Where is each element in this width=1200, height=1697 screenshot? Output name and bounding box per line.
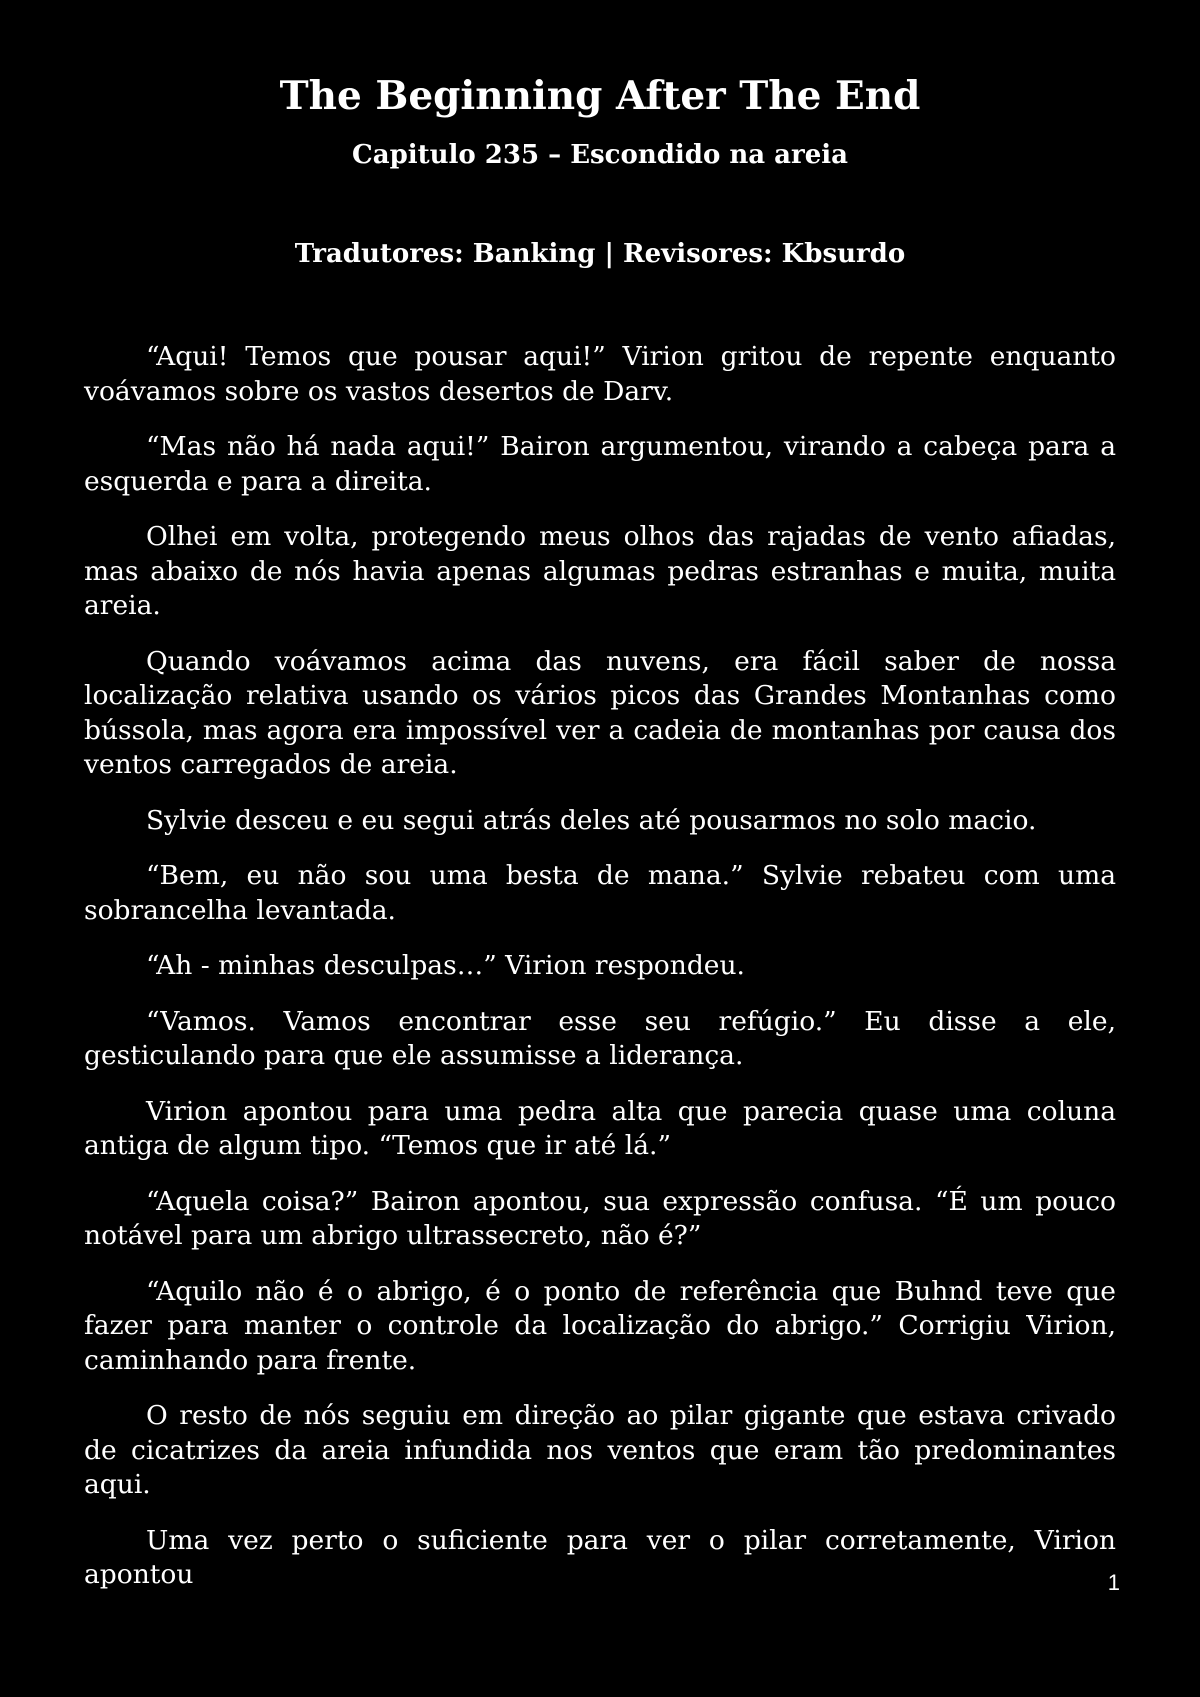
- paragraph: Virion apontou para uma pedra alta que parecia quase uma coluna antiga de algum tipo. “Temos que ir até lá.”: [84, 1095, 1116, 1161]
- paragraph: O resto de nós seguiu em direção ao pilar gigante que estava crivado de cicatrizes da areia infundida nos ventos que eram tão predominantes aqui.: [84, 1400, 1116, 1500]
- paragraph: “Mas não há nada aqui!” Bairon argumentou, virando a cabeça para a esquerda e para a direita.: [84, 431, 1116, 497]
- document-title: The Beginning After The End: [279, 73, 921, 119]
- paragraph: “Aqui! Temos que pousar aqui!” Virion gritou de repente enquanto voávamos sobre os vastos desertos de Darv.: [84, 341, 1116, 407]
- chapter-title: Capitulo 235 – Escondido na areia: [352, 140, 848, 170]
- paragraph: “Aquela coisa?” Bairon apontou, sua expressão confusa. “É um pouco notável para um abrigo ultrassecreto, não é?”: [84, 1185, 1116, 1251]
- page-number: 1: [1107, 1570, 1120, 1595]
- paragraph: “Aquilo não é o abrigo, é o ponto de referência que Buhnd teve que fazer para manter o controle da localização do abrigo.” Corrigiu Virion, caminhando para frente.: [84, 1275, 1116, 1376]
- translator-credits: Tradutores: Banking | Revisores: Kbsurdo: [294, 239, 906, 269]
- paragraph: “Vamos. Vamos encontrar esse seu refúgio.” Eu disse a ele, gesticulando para que ele assumisse a liderança.: [84, 1005, 1116, 1071]
- paragraph: Uma vez perto o suficiente para ver o pilar corretamente, Virion apontou: [84, 1524, 1116, 1590]
- paragraph: Olhei em volta, protegendo meus olhos das rajadas de vento afiadas, mas abaixo de nós havia apenas algumas pedras estranhas e muita, muita areia.: [84, 521, 1116, 621]
- paragraph: Quando voávamos acima das nuvens, era fácil saber de nossa localização relativa usando os vários picos das Grandes Montanhas como bússola, mas agora era impossível ver a cadeia de montanhas por causa dos ventos carregados de areia.: [84, 645, 1116, 780]
- paragraph: Sylvie desceu e eu segui atrás deles até pousarmos no solo macio.: [146, 804, 1037, 836]
- paragraph: “Ah - minhas desculpas…” Virion respondeu.: [146, 950, 745, 981]
- chapter-body: [84, 340, 1116, 1614]
- paragraph: “Bem, eu não sou uma besta de mana.” Sylvie rebateu com uma sobrancelha levantada.: [84, 860, 1116, 926]
